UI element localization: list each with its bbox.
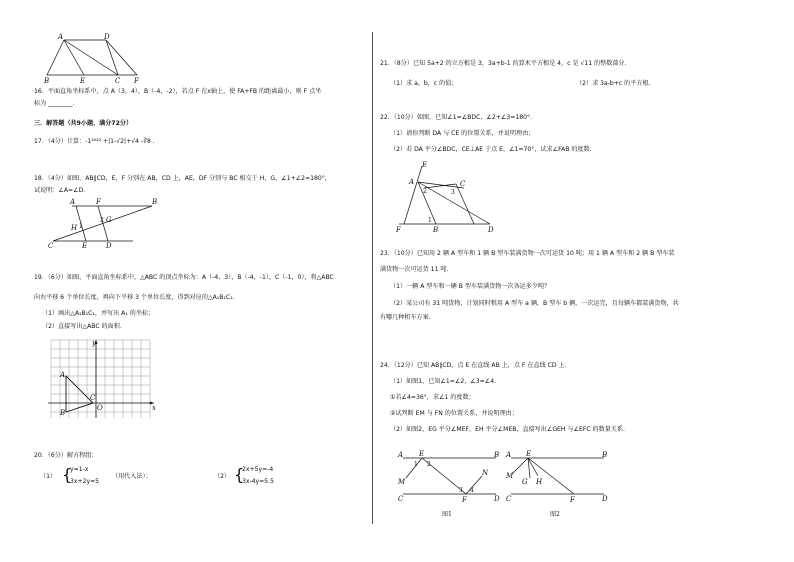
q20-brace: { — [62, 465, 73, 484]
fig-label: E — [82, 242, 88, 250]
q21-part1: （1）求 a，b，c 的值； — [390, 80, 458, 87]
figure-q24-1 — [398, 448, 498, 520]
fig-angle-label: 1 — [414, 461, 418, 468]
right-column — [380, 0, 780, 562]
fig-angle-label: 2 — [100, 217, 104, 224]
q21-line1: 21．（8分）已知 5a+2 的立方根是 3，3a+b-1 的算术平方根是 4，c 是 √11 的整数部分. — [380, 60, 627, 67]
q19-part2: （2）直接写出△ABC 的面积. — [42, 323, 122, 330]
fig-label: C — [90, 394, 96, 402]
fig-label: C — [115, 77, 121, 85]
q23-line2: 满货物一次可运货 11 吨. — [380, 266, 449, 273]
figure-caption: 图1 — [442, 511, 452, 518]
fig-label: G — [522, 478, 528, 486]
q22-line1: 22．（10分）如图，已知∠1=∠BDC，∠2+∠3=180°. — [380, 114, 532, 121]
fig-label: C — [506, 495, 512, 503]
q17: 17．（4分）计算：-1²⁰²² +|1-√2|+√4 -∛8 . — [34, 138, 155, 145]
fig-label: A — [409, 178, 415, 186]
fig-label: A — [70, 198, 76, 206]
fig-label: B — [152, 198, 158, 206]
q22-part2: （2）若 DA 平分∠BDC，CE⊥AE 于点 E，∠1=70°，试求∠FAB 的度数. — [390, 146, 592, 153]
q22-part1: （1）请你判断 DA 与 CE 的位置关系，并说明理由； — [390, 130, 535, 137]
fig-label: B — [494, 451, 500, 459]
fig-label: D — [494, 495, 500, 503]
fig-label: F — [462, 496, 467, 504]
q23-part2a: （2）某公司有 31 吨货物，计划同时租用 A 型车 a 辆，B 型车 b 辆，一次运完，且每辆车都装满货物，共 — [390, 300, 679, 307]
fig-label: N — [482, 469, 489, 477]
fig-label: B — [44, 77, 50, 85]
q20-brace: { — [234, 465, 245, 484]
fig-label: D — [106, 242, 112, 250]
q20-part2-label: （2） — [214, 473, 231, 480]
left-column — [28, 0, 366, 562]
figure-q19-grid — [48, 340, 158, 420]
q20-p2-eq1: 2x+5y=-4 — [242, 466, 274, 473]
fig-angle-label: 2 — [427, 461, 431, 468]
fig-label: D — [104, 33, 110, 41]
fig-label: E — [526, 450, 532, 458]
fig-label: E — [80, 77, 86, 85]
fig-label: A — [506, 451, 512, 459]
q24-part1b: ②试判断 EM 与 FN 的位置关系，并说明理由； — [390, 410, 518, 417]
fig-angle-label: 1 — [428, 217, 432, 224]
fig-label: A — [398, 451, 404, 459]
q24-part2: （2）如图2，EG 平分∠MEF，EH 平分∠MEB，直接写出∠GEH 与∠EFC 的数量关系. — [390, 426, 625, 433]
fig-label: F — [570, 496, 575, 504]
fig-label: M — [398, 478, 406, 486]
fig-label: E — [419, 450, 425, 458]
q16-line2: 标为 ________. — [34, 100, 75, 107]
fig-label: F — [96, 198, 101, 206]
section-heading: 三．解答题（共9小题，满分72分） — [34, 120, 133, 127]
q23-part2b: 有哪几种租车方案. — [380, 314, 431, 321]
origin-label: O — [97, 404, 103, 412]
q24-line1: 24．（12分）已知 AB∥CD，点 E 在直线 AB 上，点 F 在直线 CD 上. — [380, 362, 567, 369]
fig-label: G — [106, 216, 112, 224]
q24-part1a: ①若∠4=36°，求∠1 的度数； — [390, 394, 475, 401]
q20-p1-eq2: 3x+2y=5 — [70, 478, 100, 485]
fig-label: A — [60, 371, 66, 379]
q24-part1: （1）如图1，已知∠1=∠2，∠3=∠4. — [390, 378, 497, 385]
q20-p1-eq1: y=1-x — [70, 466, 89, 473]
q20-p2-eq2: 3x-4y=5.5 — [242, 478, 274, 485]
fig-label: B — [60, 409, 66, 417]
q19-part1: （1）画出△A₁B₁C₁，并写出 A₁ 的坐标； — [42, 310, 155, 317]
figure-q24-2 — [506, 448, 606, 520]
figure-q22 — [394, 160, 504, 234]
fig-label: H — [71, 224, 78, 232]
fig-label: B — [433, 226, 439, 234]
q21-part2: （2）求 3a-b+c 的平方根. — [576, 80, 651, 87]
fig-label: D — [602, 495, 608, 503]
q19-line2: 向右平移 6 个单位长度，再向下平移 3 个单位长度，得到对应的△A₁B₁C₁. — [34, 294, 235, 301]
fig-label: C — [398, 495, 404, 503]
q18-line1: 18．（4分）如图，AB∥CD，E，F 分别在 AB，CD 上，AE，DF 分别与 BC 相交于 H，G，∠1+∠2=180°， — [34, 175, 331, 182]
fig-angle-label: 3 — [459, 487, 463, 494]
q23-part1: （1）一辆 A 型车和一辆 B 型车装满货物一次各运多少吨？ — [390, 283, 551, 290]
q20-p1-note: （用代入法）； — [112, 473, 152, 480]
q16-line1: 16．平面直角坐标系中，点 A（3，4），B（-4，-2），若点 F 在x轴上，使 FA+FB 的距离最小，则 F 点坐 — [34, 88, 322, 95]
fig-label: H — [536, 478, 543, 486]
fig-label: D — [488, 226, 494, 234]
axis-label: x — [152, 404, 156, 412]
fig-angle-label: 4 — [470, 487, 474, 494]
fig-label: E — [422, 161, 428, 169]
fig-label: C — [460, 180, 466, 188]
q23-line1: 23．（10分）已知用 2 辆 A 型车和 1 辆 B 型车装满货物一次可运货 10 吨；用 1 辆 A 型车和 2 辆 B 型车装 — [380, 250, 675, 257]
fig-label: M — [506, 472, 514, 480]
fig-label: F — [396, 226, 401, 234]
fig-label: F — [134, 77, 139, 85]
fig-angle-label: 2 — [423, 188, 427, 195]
fig-angle-label: 1 — [79, 223, 83, 230]
fig-label: A — [58, 33, 64, 41]
column-divider — [372, 32, 373, 524]
figure-q18 — [48, 198, 168, 248]
q18-line2: 试说明：∠A=∠D. — [34, 187, 86, 194]
axis-label: y — [92, 339, 96, 347]
fig-label: C — [48, 242, 54, 250]
q20-title: 20．（6分）解方程组： — [34, 452, 98, 459]
figure-top-parallelogram — [42, 30, 162, 85]
figure-caption: 图2 — [550, 511, 560, 518]
q20-part1-label: （1） — [40, 473, 57, 480]
q19-line1: 19．（6分）如图，平面直角坐标系中，△ABC 的顶点坐标为：A（-4，3），B（-4，-1），C（-1，0），将△ABC — [34, 274, 334, 281]
fig-angle-label: 3 — [451, 189, 455, 196]
fig-label: B — [602, 451, 608, 459]
